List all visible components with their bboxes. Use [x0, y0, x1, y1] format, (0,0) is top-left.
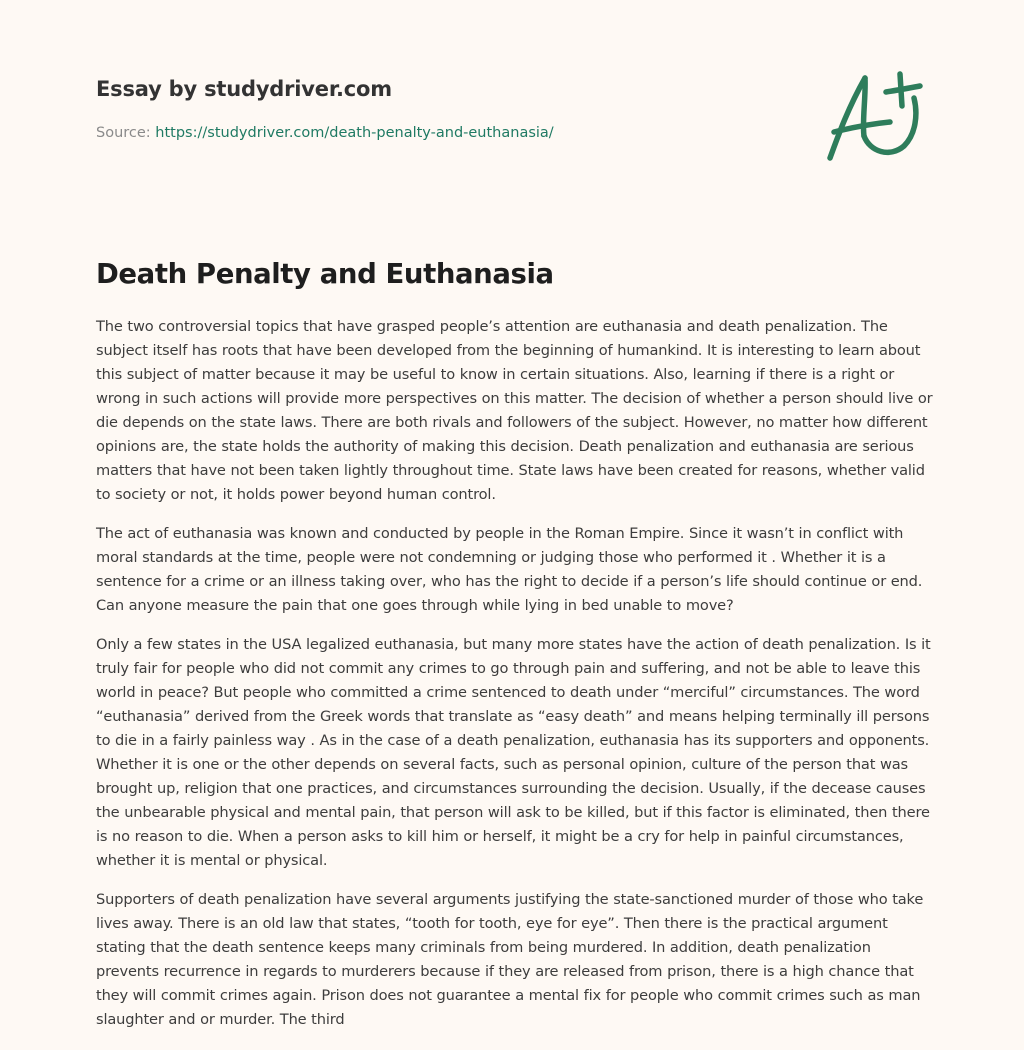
source-label: Source:: [96, 125, 156, 141]
source-link[interactable]: https://studydriver.com/death-penalty-and-euthanasia/: [155, 125, 554, 141]
source-line: [96, 123, 796, 143]
article-paragraph: Supporters of death penalization have several arguments justifying the state-sanctioned murder of those who take lives away. There is an old law that states, “tooth for tooth, eye for eye”. Then there is the practical argument stating that the death sentence keeps many criminals from being murdered. In addition, death penalization prevents recurrence in regards to murderers because if they are released from prison, there is a high chance that they will commit crimes again. Prison does not guarantee a mental fix for people who commit crimes such as man slaughter and or murder. The third: [96, 891, 924, 1028]
article-body: [96, 315, 936, 1047]
article-paragraph: The act of euthanasia was known and conducted by people in the Roman Empire. Since it wasn’t in conflict with moral standards at the time, people were not condemning or judging those who performed it . Whether it is a sentence for a crime or an illness taking over, who has the right to decide if a person’s life should continue or end. Can anyone measure the pain that one goes through while lying in bed unable to move?: [96, 525, 923, 614]
article-paragraph: The two controversial topics that have grasped people’s attention are euthanasia and death penalization. The subject itself has roots that have been developed from the beginning of humankind. It is interesting to learn about this subject of matter because it may be useful to know in certain situations. Also, learning if there is a right or wrong in such actions will provide more perspectives on this matter. The decision of whether a person should live or die depends on the state laws. There are both rivals and followers of the subject. However, no matter how different opinions are, the state holds the authority of making this decision. Death penalization and euthanasia are serious matters that have not been taken lightly throughout time. State laws have been created for reasons, whether valid to society or not, it holds power beyond human control.: [96, 318, 933, 503]
a-plus-grade-icon: [820, 66, 930, 166]
article-title: Death Penalty and Euthanasia: [96, 258, 554, 290]
essay-header: [96, 74, 796, 143]
article-paragraph: Only a few states in the USA legalized euthanasia, but many more states have the action of death penalization. Is it truly fair for people who did not commit any crimes to go through pain and suffering, and not be able to leave this world in peace? But people who committed a crime sentenced to death under “merciful” circumstances. The word “euthanasia” derived from the Greek words that translate as “easy death” and means helping terminally ill persons to die in a fairly painless way . As in the case of a death penalization, euthanasia has its supporters and opponents. Whether it is one or the other depends on several facts, such as personal opinion, culture of the person that was brought up, religion that one practices, and circumstances surrounding the decision. Usually, if the decease causes the unbearable physical and mental pain, that person will ask to be killed, but if this factor is eliminated, then there is no reason to die. When a person asks to kill him or herself, it might be a cry for help in painful circumstances, whether it is mental or physical.: [96, 636, 931, 869]
essay-by-heading: Essay by studydriver.com: [96, 77, 392, 101]
